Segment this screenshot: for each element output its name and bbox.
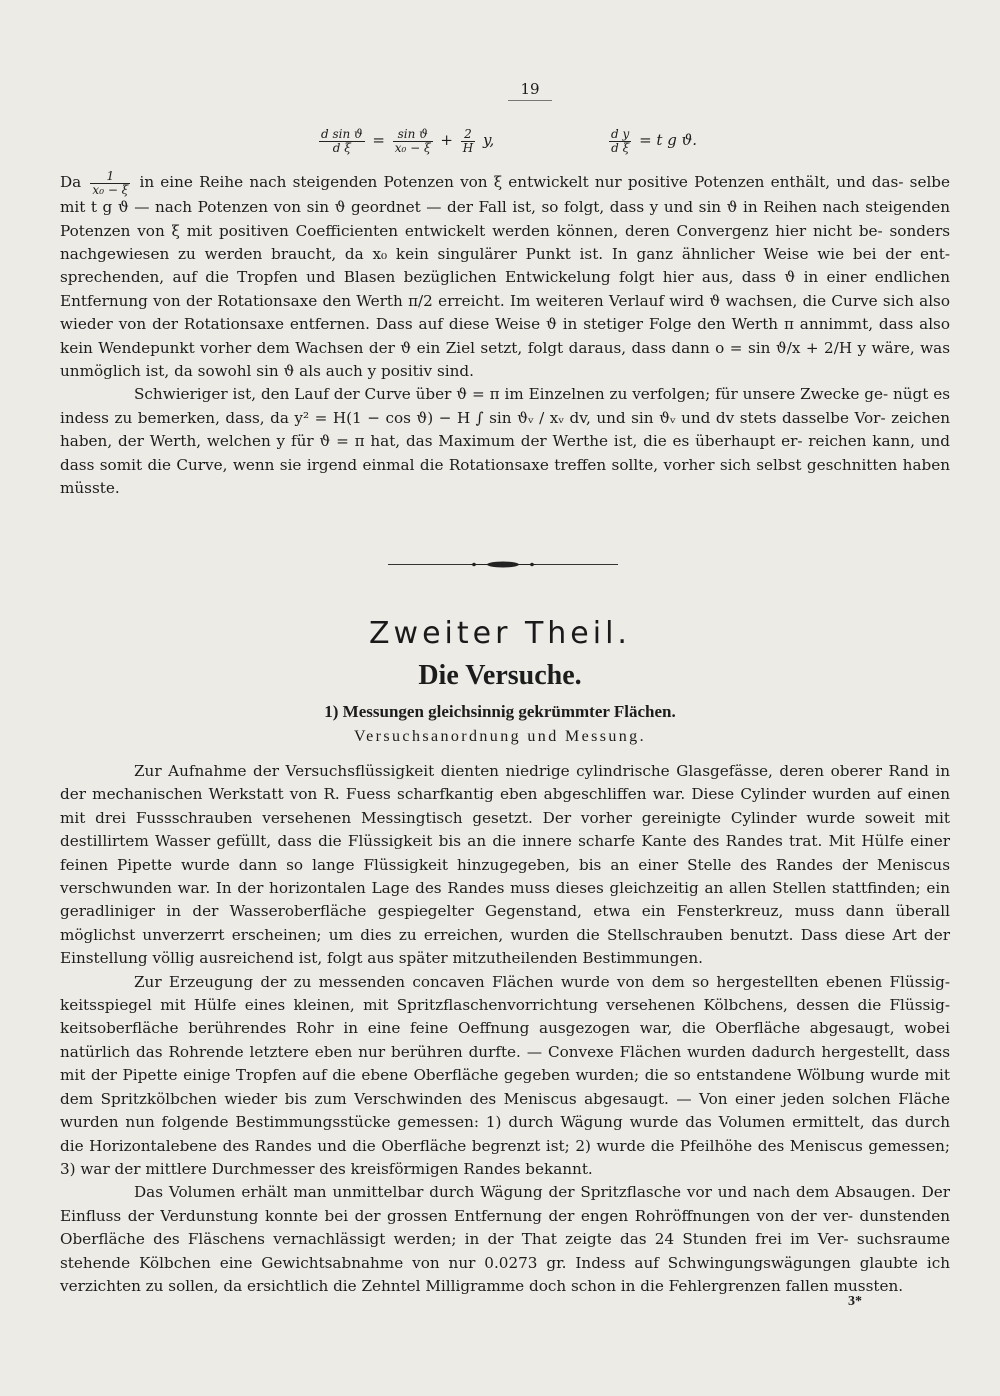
page-number: 19 bbox=[508, 80, 552, 101]
fraction: $\frac{2}{H}$ bbox=[462, 127, 474, 155]
fraction: $\frac{1}{\text{x₀ − ξ}}$ bbox=[92, 169, 129, 197]
paragraph: Da $\frac{1}{\text{x₀ − ξ}}$ in eine Reihe nach steigenden Potenzen von ξ entwickelt nur positive Potenzen enthält, und das- selbe mit t g ϑ — nach Potenzen von sin ϑ geordnet — der Fall ist, so folgt, dass y und sin ϑ in Reihen nach steigenden Potenzen von ξ mit positiven Coefficienten entwickelt werden können, deren Convergenz hier nicht be- sonders nachgewiesen zu werden braucht, da x₀ kein singulärer Punkt ist. In ganz ähnlicher Weise wie bei der ent- sprechenden, auf die Tropfen und Blasen bezüglichen Entwickelung folgt hier aus, dass ϑ in einer endlichen Entfernung von der Rotationsaxe den Werth π/2 erreicht. Im weiteren Verlauf wird ϑ wachsen, die Curve sich also wieder von der Rotationsaxe entfernen. Dass auf diese Weise ϑ in stetiger Folge den Werth π annimmt, dass also kein Wendepunkt vorher dem Wachsen der ϑ ein Ziel setzt, folgt daraus, dass dann o = sin ϑ/x + 2/H y wäre, was unmöglich ist, da sowohl sin ϑ als auch y positiv sind. bbox=[60, 169, 951, 381]
part-heading: Zweiter Theil. bbox=[369, 616, 631, 651]
paragraph: Zur Aufnahme der Versuchsflüssigkeit dienten niedrige cylindrische Glasgefässe, deren oberer Rand in der mechanischen Werkstatt von R. Fuess scharfkantig eben abgeschliffen war. Diese Cylinder wurden auf einen mit drei Fussschrauben versehenen Messingtisch gesetzt. Der vorher gereinigte Cylinder wurde soweit mit destillirtem Wasser gefüllt, dass die Flüssigkeit bis an die innere scharfe Kante des Randes trat. Mit Hülfe einer feinen Pipette wurde dann so lange Flüssigkeit hinzugegeben, bis an einer Stelle des Randes der Meniscus verschwunden war. In der horizontalen Lage des Randes muss dieses gleichzeitig an allen Stellen stattfinden; ein geradliniger in der Wasseroberfläche gespiegelter Gegenstand, etwa ein Fensterkreuz, muss dann überall möglichst unverzerrt erscheinen; um dies zu erreichen, wurden die Stellschrauben benutzt. Dass diese Art der Einstellung völlig ausreichend ist, folgt aus später mitzutheilenden Bestimmungen. bbox=[60, 762, 950, 968]
fraction: $\frac{\text{d sin ϑ}}{\text{d ξ}}$ bbox=[321, 127, 363, 155]
ornamental-divider bbox=[388, 560, 618, 570]
subsection-heading: Versuchsanordnung und Messung. bbox=[354, 728, 646, 745]
differential-equations: $\frac{\text{d sin ϑ}}{\text{d ξ}}$ = $\frac{\text{sin ϑ}}{\text{x₀ − ξ}}$ + $\frac{2}{H}$ y, $\frac{\text{d y}}{\text{d ξ}}$ = t g ϑ. bbox=[321, 127, 698, 155]
part1-text bbox=[60, 170, 950, 500]
equation-dy: $\frac{\text{d y}}{\text{d ξ}}$ = t g ϑ. bbox=[611, 127, 698, 155]
part2-text bbox=[60, 760, 950, 1298]
fraction: $\frac{\text{sin ϑ}}{\text{x₀ − ξ}}$ bbox=[394, 127, 431, 155]
section-heading: 1) Messungen gleichsinnig gekrümmter Flächen. bbox=[324, 702, 676, 721]
chapter-title: Die Versuche. bbox=[418, 660, 582, 691]
signature-mark: 3* bbox=[848, 1294, 862, 1309]
paragraph: Zur Erzeugung der zu messenden concaven Flächen wurde von dem so hergestellten ebenen Flüssig- keitsspiegel mit Hülfe eines kleinen, mit Spritzflaschenvorrichtung versehenen Kölbchens, dessen die Flüssig- keitsoberfläche berührendes Rohr in eine feine Oeffnung ausgezogen war, die Oberfläche abgesaugt, wobei natürlich das Rohrende letztere eben nur berühren durfte. — Convexe Flächen wurden dadurch hergestellt, dass mit der Pipette einige Tropfen auf die ebene Oberfläche gegeben wurden; die so entstandene Wölbung wurde mit dem Spritzkölbchen wieder bis zum Verschwinden des Meniscus abgesaugt. — Von einer jeden solchen Fläche wurden nun folgende Bestimmungsstücke gemessen: 1) durch Wägung wurde das Volumen ermittelt, das durch die Horizontalebene des Randes und die Oberfläche begrenzt ist; 2) wurde die Pfeilhöhe des Meniscus gemessen; 3) war der mittlere Durchmesser des kreisförmigen Randes bekannt. bbox=[60, 972, 950, 1178]
paragraph: Das Volumen erhält man unmittelbar durch Wägung der Spritzflasche vor und nach dem Absaugen. Der Einfluss der Verdunstung konnte bei der grossen Entfernung der engen Rohröffnungen von der ver- dunstenden Oberfläche des Fläschens vernachlässigt werden; in der That zeigte das 24 Stunden frei im Ver- suchsraume stehende Kölbchen eine Gewichtsabnahme von nur 0.0273 gr. Indess auf Schwingungswägungen glaubte ich verzichten zu sollen, da ersichtlich die Zehntel Milligramme doch schon in die Fehlergrenzen fallen mussten. bbox=[60, 1183, 950, 1295]
paragraph: Schwieriger ist, den Lauf der Curve über ϑ = π im Einzelnen zu verfolgen; für unsere Zwecke ge- nügt es indess zu bemerken, dass, da y² = H(1 − cos ϑ) − H ∫ sin ϑᵥ / xᵥ dv, und sin ϑᵥ und dv stets dasselbe Vor- zeichen haben, der Werth, welchen y für ϑ = π hat, das Maximum der Werthe ist, die es überhaupt er- reichen kann, und dass somit die Curve, wenn sie irgend einmal die Rotationsaxe treffen sollte, vorher sich selbst geschnitten haben müsste. bbox=[60, 385, 950, 498]
ornament-icon bbox=[470, 561, 536, 568]
